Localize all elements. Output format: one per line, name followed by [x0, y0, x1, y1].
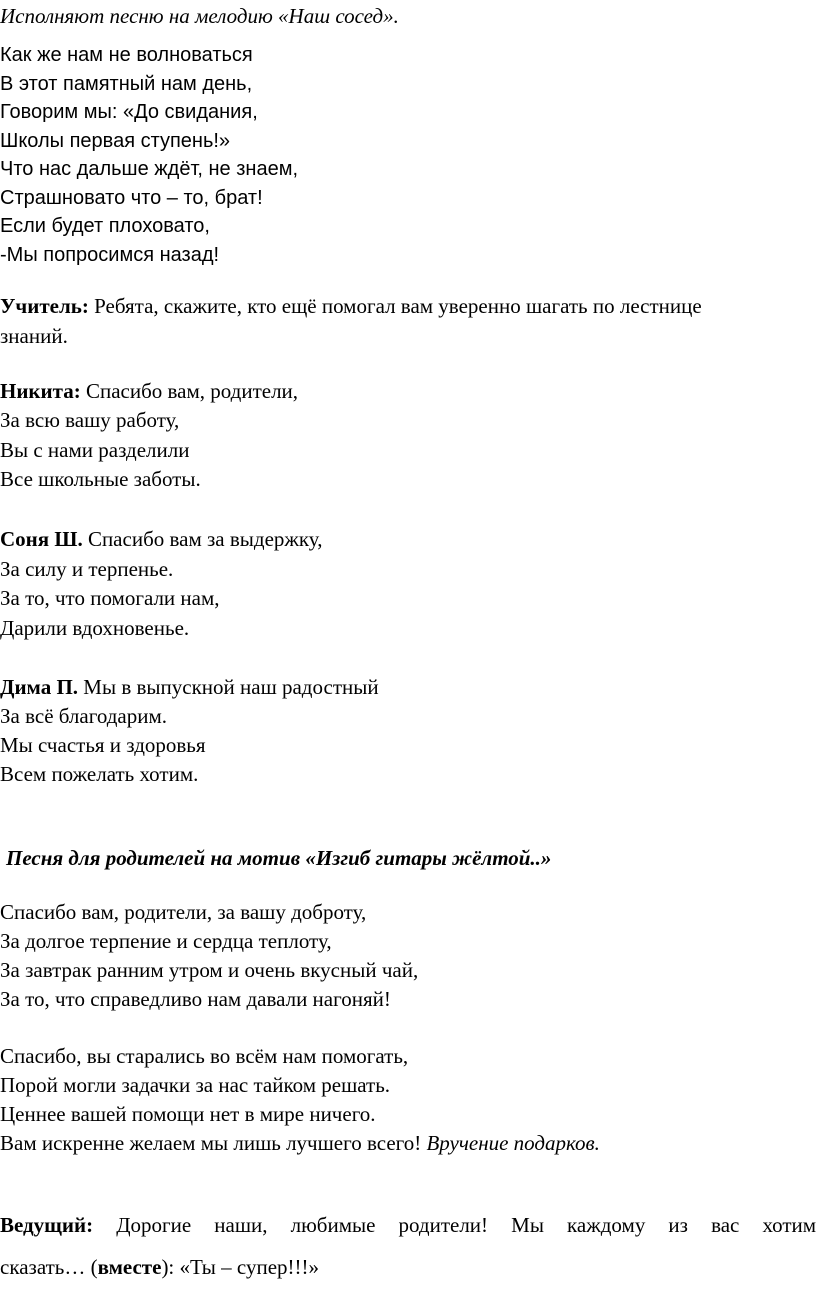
song2-line: Порой могли задачки за нас тайком решать. — [0, 1073, 391, 1097]
verse-line: Дарили вдохновенье. — [0, 616, 190, 640]
song1-line: Говорим мы: «До свидания, — [0, 101, 258, 123]
verse-line: За всю вашу работу, — [0, 408, 180, 432]
gift-note: Вручение подарков. — [426, 1131, 600, 1155]
host-word: Дорогие — [116, 1213, 192, 1237]
song2-line: Спасибо, вы старались во всём нам помогать, — [0, 1044, 409, 1068]
host-word: каждому — [567, 1213, 646, 1237]
song2-line: За то, что справедливо нам давали нагоняй! — [0, 987, 391, 1011]
speaker-label: Никита: — [0, 379, 81, 403]
speaker-label: Ведущий: — [0, 1213, 94, 1237]
host-word: любимые — [290, 1213, 376, 1237]
song2-line: За долгое терпение и сердца теплоту, — [0, 929, 332, 953]
verse-line: Вы с нами разделили — [0, 438, 190, 462]
verse-line: Все школьные заботы. — [0, 467, 201, 491]
host-word: хотим — [762, 1213, 816, 1237]
host-word: наши, — [214, 1213, 268, 1237]
song2-line: Вам искренне желаем мы лишь лучшего всего! — [0, 1131, 422, 1155]
song1-line: Как же нам не волноваться — [0, 44, 253, 66]
song-intro-note: Исполняют песню на мелодию «Наш сосед». — [0, 4, 399, 28]
host-word: Мы — [511, 1213, 544, 1237]
host-word: родители! — [398, 1213, 489, 1237]
verse-line: Спасибо вам за выдержку, — [87, 527, 323, 551]
song2-line: За завтрак ранним утром и очень вкусный чай, — [0, 958, 419, 982]
song1-line: В этот памятный нам день, — [0, 73, 253, 95]
verse-line: За то, что помогали нам, — [0, 586, 220, 610]
speaker-label: Учитель: — [0, 294, 89, 318]
verse-line: Спасибо вам, родители, — [85, 379, 299, 403]
host-word: вас — [711, 1213, 740, 1237]
host-text-bold: вместе — [97, 1255, 162, 1279]
song1-line: Что нас дальше ждёт, не знаем, — [0, 158, 298, 180]
speaker-label: Соня Ш. — [0, 527, 83, 551]
song1-line: Школы первая ступень!» — [0, 130, 231, 152]
verse-line: За силу и терпенье. — [0, 557, 174, 581]
song2-line: Спасибо вам, родители, за вашу доброту, — [0, 900, 367, 924]
host-word: из — [668, 1213, 688, 1237]
verse-line: Мы в выпускной наш радостный — [83, 675, 379, 699]
verse-line: Мы счастья и здоровья — [0, 733, 206, 757]
remark-text: Ребята, скажите, кто ещё помогал вам уверенно шагать по лестнице — [94, 294, 702, 318]
song1-line: Страшновато что – то, брат! — [0, 187, 263, 209]
verse-line: Всем пожелать хотим. — [0, 762, 199, 786]
remark-text: знаний. — [0, 324, 68, 348]
host-text: сказать… ( — [0, 1255, 98, 1279]
song2-line: Ценнее вашей помощи нет в мире ничего. — [0, 1102, 376, 1126]
speaker-label: Дима П. — [0, 675, 79, 699]
song1-line: -Мы попросимся назад! — [0, 244, 220, 266]
host-text: ): «Ты – супер!!!» — [161, 1255, 319, 1279]
song1-line: Если будет плоховато, — [0, 215, 210, 237]
song2-title: Песня для родителей на мотив «Изгиб гитары жёлтой..» — [6, 846, 552, 870]
verse-line: За всё благодарим. — [0, 704, 168, 728]
